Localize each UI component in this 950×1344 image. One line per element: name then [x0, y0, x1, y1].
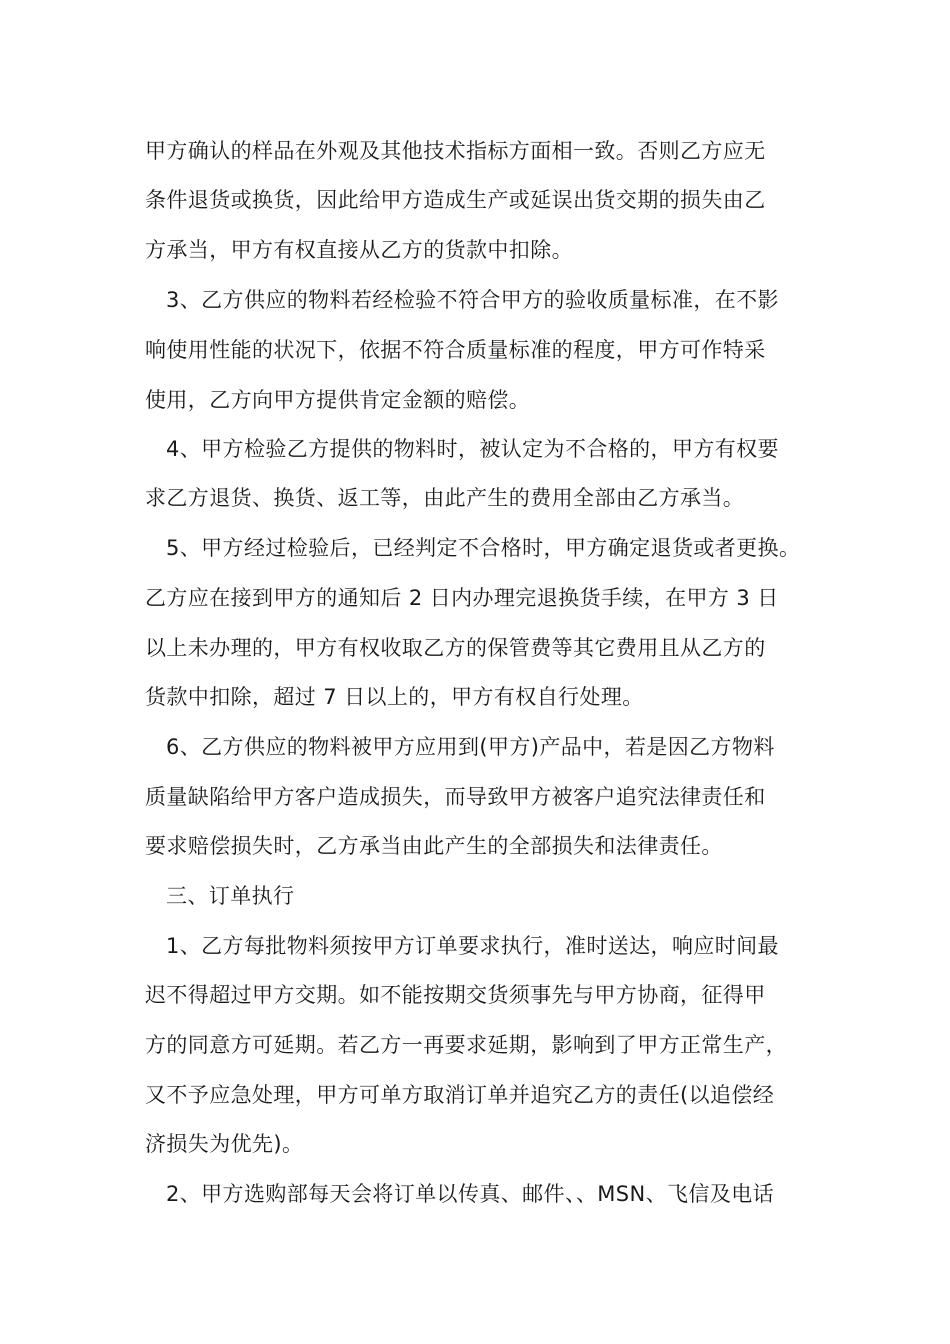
text-line: 货款中扣除，超过 7 日以上的，甲方有权自行处理。 [145, 685, 644, 709]
paragraph-6-start: 6、乙方供应的物料被甲方应用到(甲方)产品中，若是因乙方物料 [166, 735, 775, 759]
text-line: 又不予应急处理，甲方可单方取消订单并追究乙方的责任(以追偿经 [145, 1083, 775, 1107]
paragraph-5-start: 5、甲方经过检验后，已经判定不合格时，甲方确定退货或者更换。 [166, 536, 801, 560]
paragraph-3-start: 3、乙方供应的物料若经检验不符合甲方的验收质量标准，在不影 [166, 288, 779, 312]
paragraph-4-start: 4、甲方检验乙方提供的物料时，被认定为不合格的，甲方有权要 [166, 437, 779, 461]
text-line: 条件退货或换货，因此给甲方造成生产或延误出货交期的损失由乙 [145, 188, 766, 212]
paragraph-1-start: 1、乙方每批物料须按甲方订单要求执行，准时送达，响应时间最 [166, 934, 779, 958]
text-line: 响使用性能的状况下，依据不符合质量标准的程度，甲方可作特采 [145, 338, 766, 362]
text-line: 济损失为优先)。 [145, 1132, 304, 1156]
text-line: 质量缺陷给甲方客户造成损失，而导致甲方被客户追究法律责任和 [145, 785, 766, 809]
text-line: 乙方应在接到甲方的通知后 2 日内办理完退换货手续，在甲方 3 日 [145, 586, 779, 610]
text-line: 要求赔偿损失时，乙方承当由此产生的全部损失和法律责任。 [145, 834, 723, 858]
text-line: 迟不得超过甲方交期。如不能按期交货须事先与甲方协商，征得甲 [145, 983, 766, 1007]
text-line: 使用，乙方向甲方提供肯定金额的赔偿。 [145, 388, 531, 412]
text-line: 甲方确认的样品在外观及其他技术指标方面相一致。否则乙方应无 [145, 139, 766, 163]
text-line: 方的同意方可延期。若乙方一再要求延期，影响到了甲方正常生产， [145, 1033, 787, 1057]
text-line: 以上未办理的，甲方有权收取乙方的保管费等其它费用且从乙方的 [145, 636, 766, 660]
text-line: 求乙方退货、换货、返工等，由此产生的费用全部由乙方承当。 [145, 486, 745, 510]
paragraph-2-start: 2、甲方选购部每天会将订单以传真、邮件、、MSN、飞信及电话 [166, 1182, 775, 1206]
section-heading: 三、订单执行 [166, 884, 295, 908]
text-line: 方承当，甲方有权直接从乙方的货款中扣除。 [145, 238, 573, 262]
